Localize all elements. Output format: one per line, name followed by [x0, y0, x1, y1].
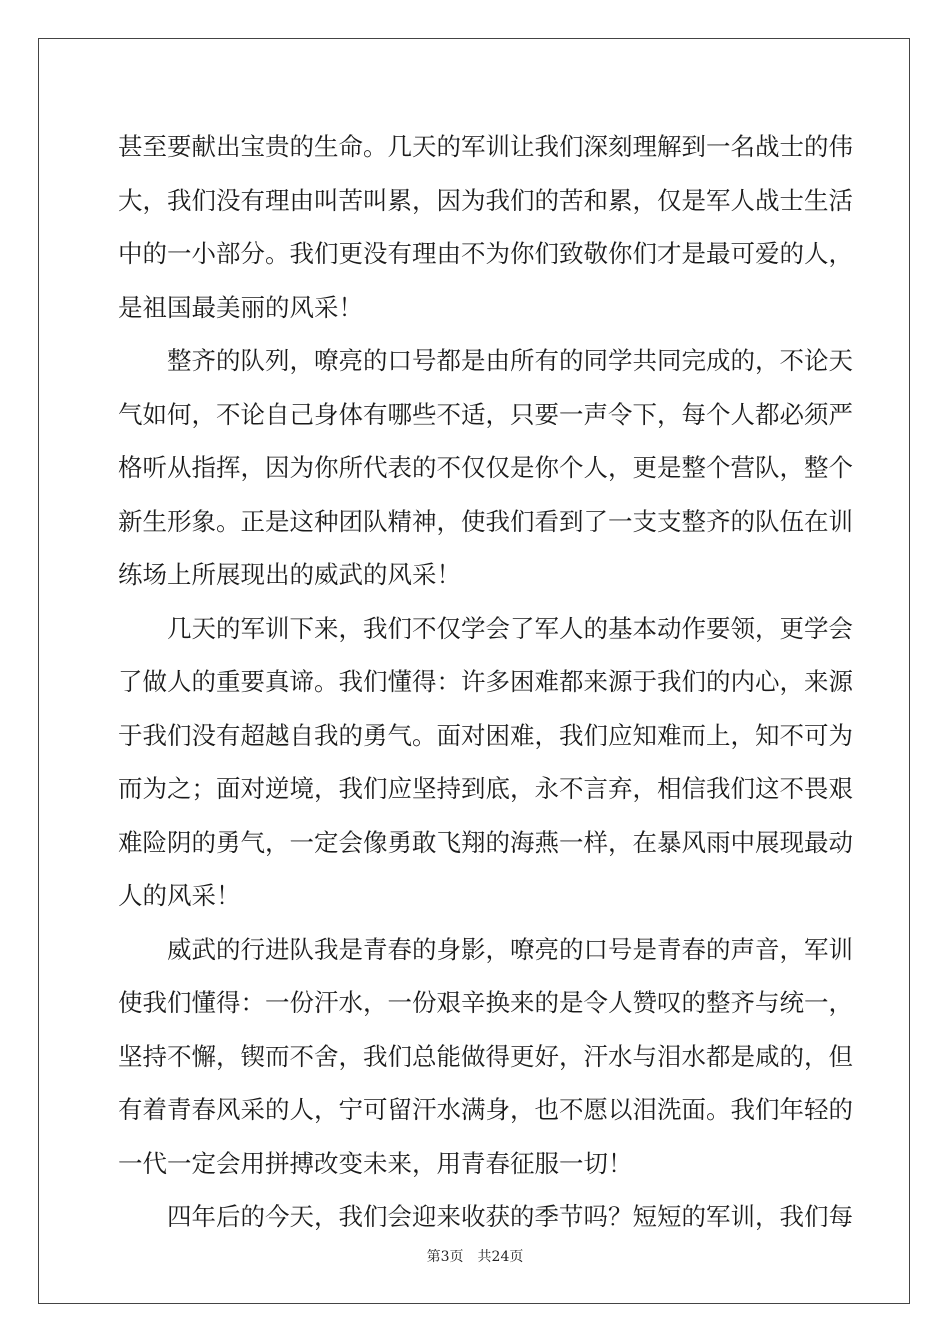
text-line: 一代一定会用拼搏改变未来，用青春征服一切！: [118, 1148, 633, 1178]
text-line: 是祖国最美丽的风采！: [118, 292, 363, 322]
text-line: 了做人的重要真谛。我们懂得：许多困难都来源于我们的内心，来源: [118, 667, 853, 696]
paragraph: [118, 334, 853, 602]
text-line: 坚持不懈，锲而不舍，我们总能做得更好，汗水与泪水都是咸的，但: [118, 1041, 853, 1071]
text-line: 练场上所展现出的威武的风采！: [118, 560, 461, 589]
text-line: 气如何，不论自己身体有哪些不适，只要一声令下，每个人都必须严: [118, 399, 853, 429]
text-line: 人的风采！: [118, 881, 241, 910]
paragraph: [118, 1190, 853, 1244]
text-line: 整齐的队列，嘹亮的口号都是由所有的同学共同完成的，不论天: [167, 346, 853, 375]
text-line: 难险阴的勇气，一定会像勇敢飞翔的海燕一样，在暴风雨中展现最动: [118, 827, 853, 857]
text-line: 甚至要献出宝贵的生命。几天的军训让我们深刻理解到一名战士的伟: [118, 132, 853, 161]
text-line: 四年后的今天，我们会迎来收获的季节吗？短短的军训，我们每: [167, 1202, 853, 1231]
page-footer: [0, 1248, 950, 1266]
text-line: 于我们没有超越自我的勇气。面对困难，我们应知难而上，知不可为: [118, 720, 853, 750]
text-line: 使我们懂得：一份汗水，一份艰辛换来的是令人赞叹的整齐与统一，: [118, 988, 853, 1017]
document-body: [118, 120, 853, 1244]
page-total: 共24页: [477, 1249, 524, 1265]
paragraph: [118, 120, 853, 334]
paragraph: [118, 923, 853, 1191]
text-line: 威武的行进队我是青春的身影，嘹亮的口号是青春的声音，军训: [167, 934, 853, 964]
text-line: 有着青春风采的人，宁可留汗水满身，也不愿以泪洗面。我们年轻的: [118, 1095, 853, 1124]
text-line: 几天的军训下来，我们不仅学会了军人的基本动作要领，更学会: [167, 613, 853, 643]
paragraph: [118, 602, 853, 923]
text-line: 而为之；面对逆境，我们应坚持到底，永不言弃，相信我们这不畏艰: [118, 774, 853, 803]
page-number: 第3页: [426, 1249, 464, 1265]
text-line: 大，我们没有理由叫苦叫累，因为我们的苦和累，仅是军人战士生活: [118, 185, 853, 215]
text-line: 新生形象。正是这种团队精神，使我们看到了一支支整齐的队伍在训: [118, 506, 853, 536]
text-line: 中的一小部分。我们更没有理由不为你们致敬你们才是最可爱的人，: [118, 239, 853, 268]
text-line: 格听从指挥，因为你所代表的不仅仅是你个人，更是整个营队，整个: [118, 453, 853, 482]
